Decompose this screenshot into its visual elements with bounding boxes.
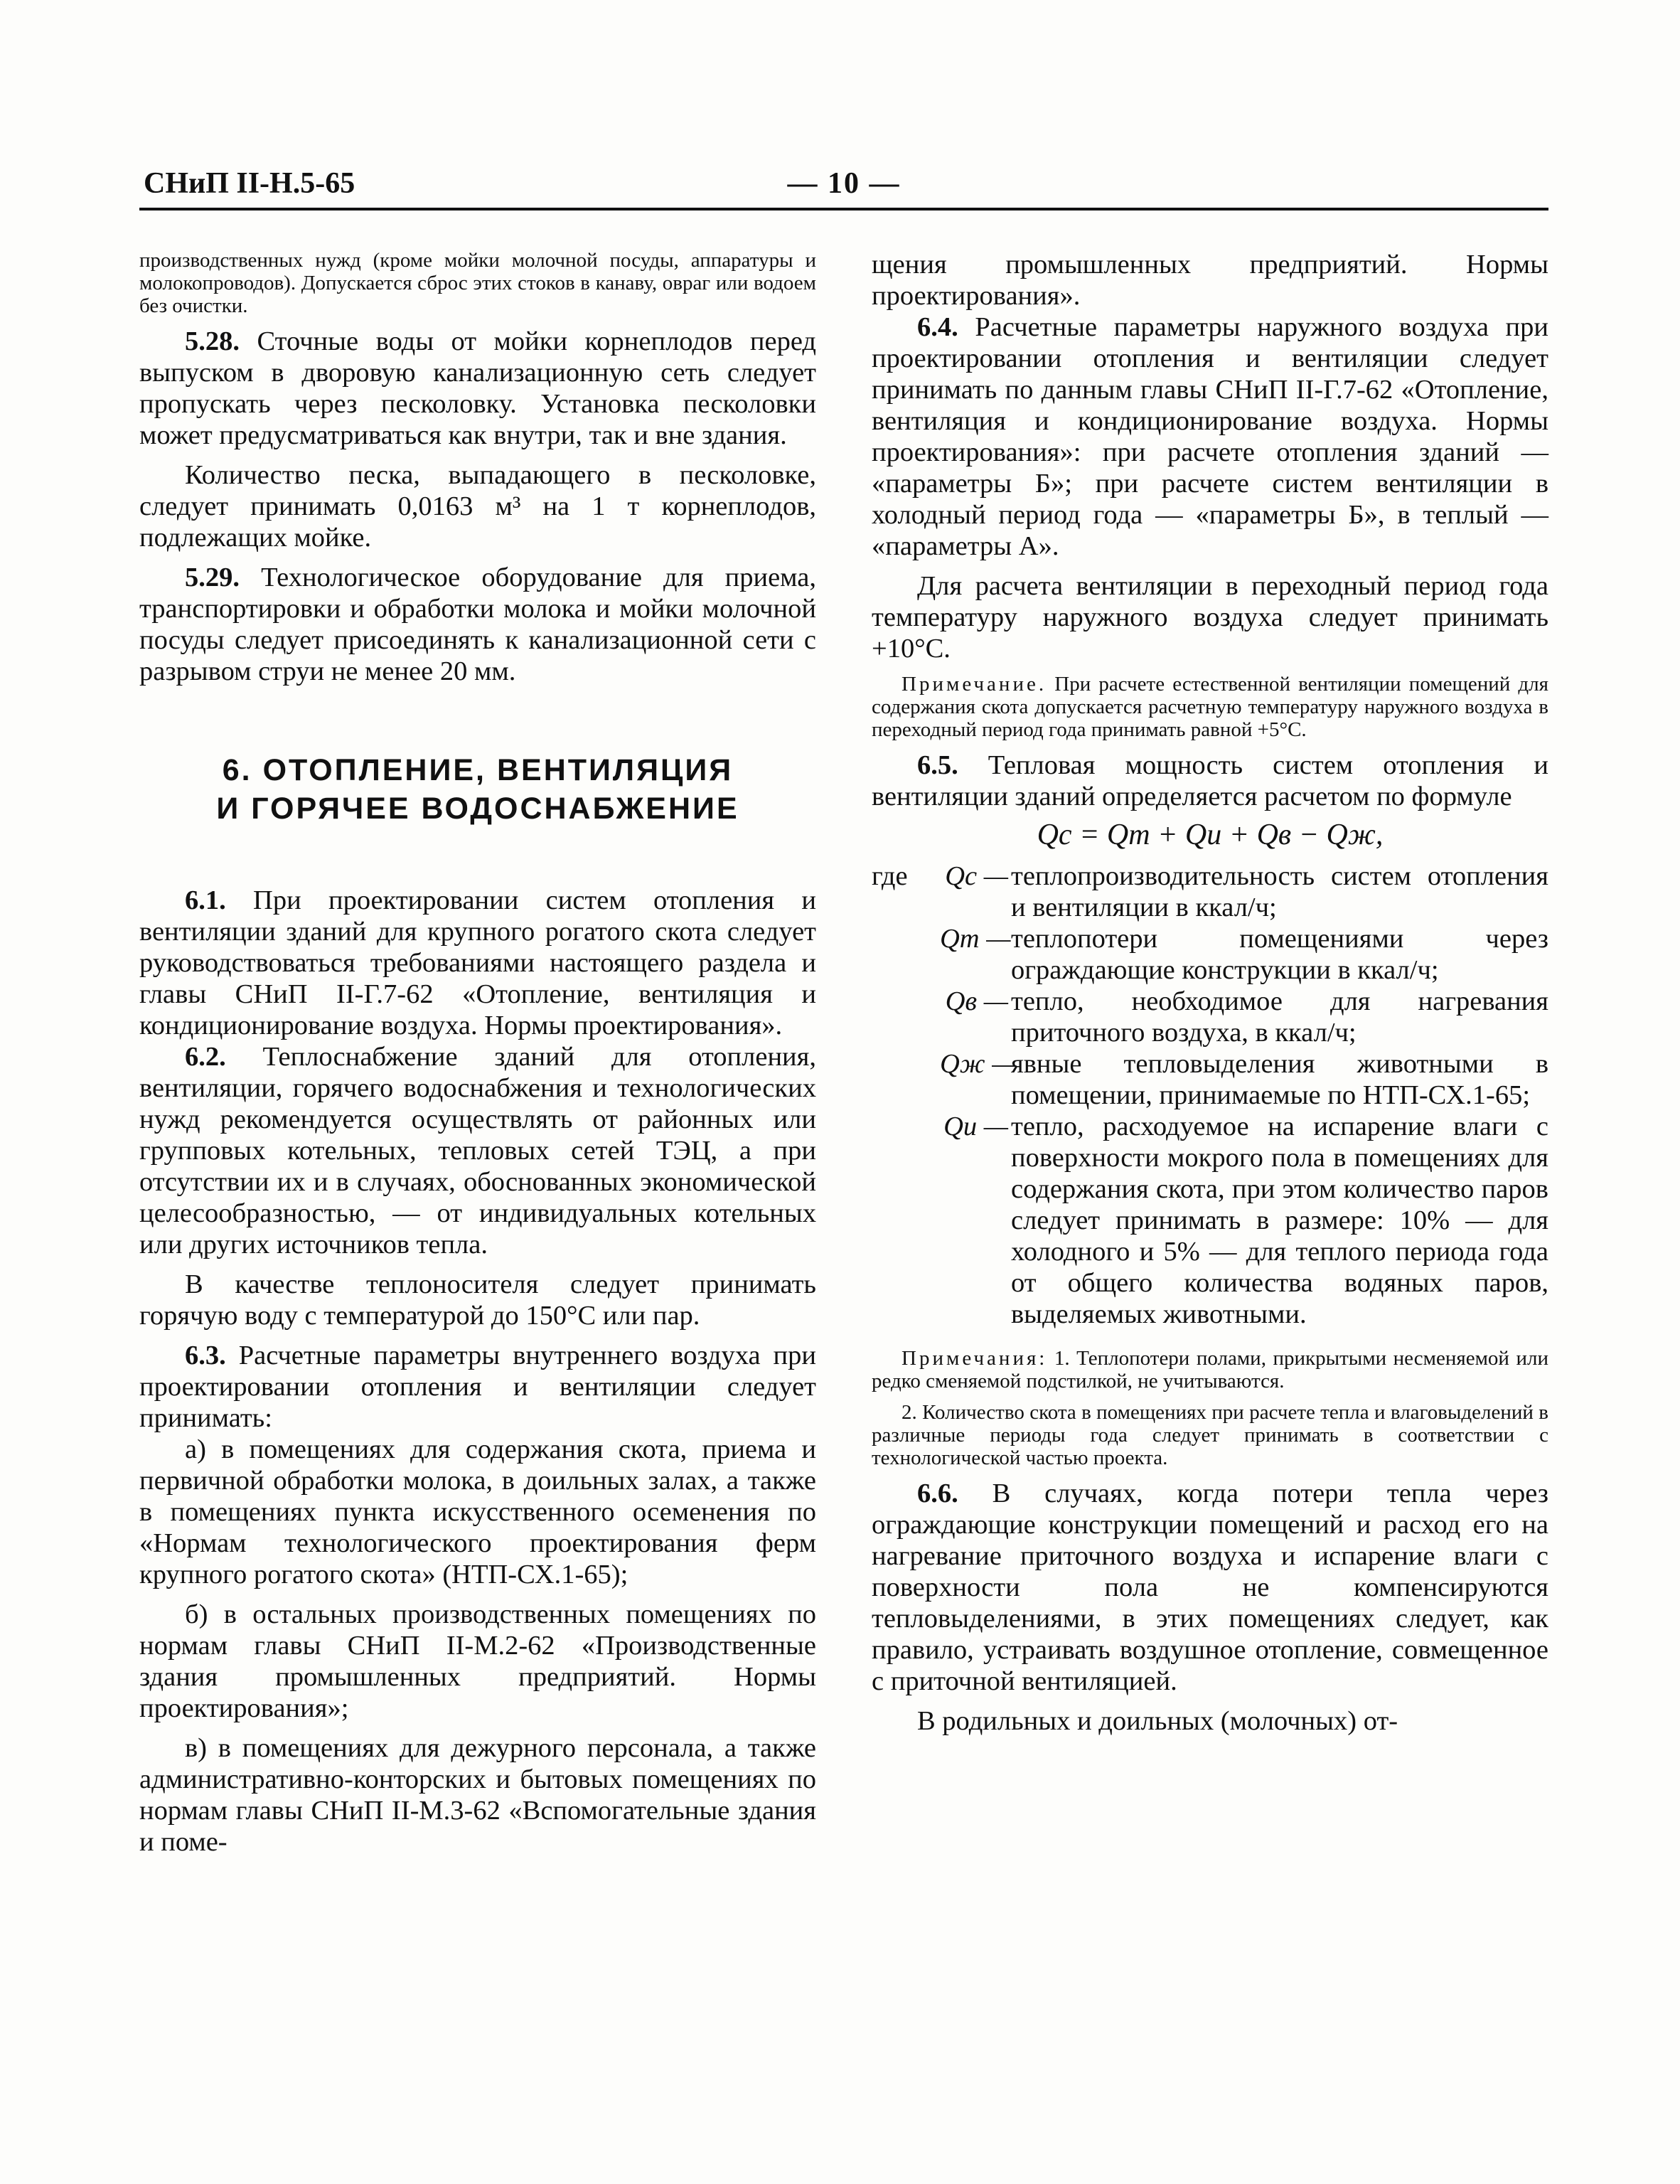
clause-text: При проектировании систем отопления и вентиляции зданий для крупного рогатого скота следует руководствоваться требованиями настоящего раздела и главы СНиП II-Г.7-62 «Отопление, вентиляция и кондиционирование воздуха. Нормы проектирования». [139,885,816,1040]
clause-6-2-continued: В качестве теплоносителя следует принимать горячую воду с температурой до 150°С или пар. [139,1269,816,1331]
where-label: где [872,861,908,891]
definition-symbol: Qж — [940,1049,1017,1079]
definition-row [872,1048,1548,1111]
header-rule [139,208,1548,211]
clause-6-6 [872,1478,1548,1697]
clause-6-3 [139,1340,816,1434]
definition-text: явные тепловыделения животными в помещении, принимаемые по НТП-СХ.1-65; [1011,1049,1548,1110]
notes-label: Примечания: [901,1347,1048,1370]
clause-6-3-item-b: б) в остальных производственных помещениях по нормам главы СНиП II-М.2-62 «Производственные здания промышленных предприятий. Нормы проектирования»; [139,1599,816,1723]
clause-number: 5.28. [185,326,240,356]
clause-6-4 [872,311,1548,562]
clause-number: 5.29. [185,563,240,592]
definition-row [872,986,1548,1048]
definition-symbol: Qс — [945,861,1008,891]
document-code: СНиП II-Н.5-65 [144,167,355,200]
section-heading-line-2: И ГОРЯЧЕЕ ВОДОСНАБЖЕНИЕ [216,792,739,826]
clause-number: 6.1. [185,885,226,915]
document-page [139,161,1548,1857]
definition-symbol: Qи — [943,1112,1008,1141]
definition-text: тепло, необходимое для нагревания приточного воздуха, в ккал/ч; [1011,986,1548,1048]
definition-text: теплопотери помещениями через ограждающие конструкции в ккал/ч; [1011,924,1548,985]
definition-symbol: Qт — [940,924,1011,954]
note-2: 2. Количество скота в помещениях при расчете тепла и влаговыделений в различные периоды года следует принимать в соответствии с технологической частью проекта. [872,1401,1548,1469]
clause-number: 6.6. [917,1479,958,1508]
note-text: При расчете естественной вентиляции помещений для содержания скота допускается расчетную температуру наружного воздуха в переходный период года принимать равной +5°С. [872,673,1548,741]
clause-6-5 [872,750,1548,812]
clause-number: 6.2. [185,1042,226,1072]
clause-5-29 [139,562,816,687]
note-label: Примечание. [901,673,1047,696]
clause-6-2 [139,1041,816,1260]
clause-text: Расчетные параметры наружного воздуха при проектировании отопления и вентиляции следует принимать по данным главы СНиП II-Г.7-62 «Отопление, вентиляция и кондиционирование воздуха. Нормы проектирования»: при расчете отопления зданий — «параметры Б»; при расчете систем вентиляции в холодный период года — «параметры Б», в теплый — «параметры А». [872,312,1548,561]
clause-number: 6.5. [917,750,958,780]
section-heading-line-1: 6. ОТОПЛЕНИЕ, ВЕНТИЛЯЦИЯ [222,753,734,787]
clause-text: Расчетные параметры внутреннего воздуха при проектировании отопления и вентиляции следует принимать: [139,1341,816,1433]
clause-6-4-continued: Для расчета вентиляции в переходный период года температуру наружного воздуха следует принимать +10°С. [872,571,1548,664]
continued-paragraph: щения промышленных предприятий. Нормы проектирования». [872,250,1548,311]
page-number: — 10 — [787,167,901,200]
note-text: 1. Теплопотери полами, прикрытыми несменяемой или редко сменяемой подстилкой, не учитываются. [872,1347,1548,1392]
definition-symbol: Qв — [945,986,1008,1016]
clause-6-1 [139,885,816,1041]
clause-number: 6.4. [917,312,958,342]
clause-text: Технологическое оборудование для приема, транспортировки и обработки молока и мойки молочной посуды следует присоединять к канализационной сети с разрывом струи не менее 20 мм. [139,563,816,686]
definition-text: теплопроизводительность систем отопления и вентиляции в ккал/ч; [1011,861,1548,922]
right-column [872,249,1548,1737]
definition-row [872,923,1548,986]
definition-text: тепло, расходуемое на испарение влаги с поверхности мокрого пола в помещениях для содержания скота, при этом количество паров следует принимать в размере: 10% — для холодного и 5% — для теплого периода года от общего количества водяных паров, выделяемых животными. [1011,1112,1548,1329]
clause-5-28-continued: Количество песка, выпадающего в песколовке, следует принимать 0,0163 м³ на 1 т корнеплодов, подлежащих мойке. [139,460,816,553]
definition-row [872,1111,1548,1330]
clause-6-3-item-c: в) в помещениях для дежурного персонала, а также административно-конторских и бытовых помещениях по нормам главы СНиП II-М.3-62 «Вспомогательные здания и поме- [139,1733,816,1857]
left-column [139,249,816,1858]
notes [872,1347,1548,1392]
clause-6-6-continued: В родильных и доильных (молочных) от- [917,1706,1398,1736]
clause-6-3-item-a: а) в помещениях для содержания скота, приема и первичной обработки молока, в доильных залах, а также в помещениях пункта искусственного осеменения по «Нормам технологического проектирования ферм крупного рогатого скота» (НТП-СХ.1-65); [139,1434,816,1589]
running-head [139,161,1548,211]
section-heading [139,751,816,828]
clause-text: Тепловая мощность систем отопления и вентиляции зданий определяется расчетом по формуле [872,750,1548,811]
clause-text: Сточные воды от мойки корнеплодов перед выпуском в дворовую канализационную сеть следует пропускать через песколовку. Установка песколовки может предусматриваться как внутри, так и вне здания. [139,326,816,450]
formula-definitions [872,861,1548,1330]
heat-balance-formula: Qс = Qт + Qи + Qв − Qж, [1037,819,1384,851]
definition-row [872,861,1548,923]
continued-paragraph: производственных нужд (кроме мойки молочной посуды, аппаратуры и молокопроводов). Допускается сброс этих стоков в канаву, овраг или водоем без очистки. [139,249,816,317]
note [872,673,1548,741]
clause-5-28 [139,326,816,451]
clause-text: Теплоснабжение зданий для отопления, вентиляции, горячего водоснабжения и технологических нужд рекомендуется осуществлять от районных или групповых котельных, тепловых сетей ТЭЦ, а при отсутствии их и в случаях, обоснованных экономической целесообразностью, — от индивидуальных котельных или других источников тепла. [139,1042,816,1259]
clause-number: 6.3. [185,1341,226,1370]
clause-text: В случаях, когда потери тепла через ограждающие конструкции помещений и расход его на нагревание приточного воздуха и испарение влаги с поверхности пола не компенсируются тепловыделениями, в этих помещениях следует, как правило, устраивать воздушное отопление, совмещенное с приточной вентиляцией. [872,1479,1548,1696]
